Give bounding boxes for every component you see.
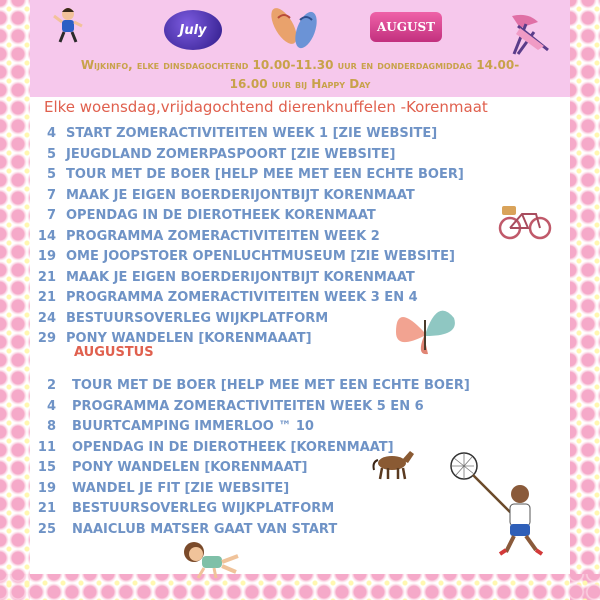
list-item <box>34 268 554 289</box>
kid-with-net-icon <box>448 450 550 560</box>
flip-flops-icon <box>266 4 326 50</box>
list-item <box>34 145 554 166</box>
augustus-heading: AUGUSTUS <box>74 345 154 360</box>
event-text: WANDEL JE FIT [ZIE WEBSITE] <box>72 480 290 496</box>
event-text: PONY WANDELEN [KORENMAAT] <box>72 460 308 475</box>
event-day: 19 <box>37 249 56 264</box>
event-day: 7 <box>46 208 56 223</box>
event-day: 5 <box>46 146 56 162</box>
event-day: 2 <box>46 378 56 393</box>
flower-border-right <box>570 0 600 600</box>
butterfly-icon <box>394 306 456 358</box>
july-event-list <box>34 124 554 350</box>
august-badge <box>370 12 442 42</box>
event-text: START ZOMERACTIVITEITEN WEEK 1 [ZIE WEBSITE] <box>66 126 438 141</box>
subheading: Elke woensdag,vrijdagochtend dierenknuffelen -Korenmaat <box>44 98 488 116</box>
pony-icon <box>370 448 416 480</box>
list-item <box>34 165 554 186</box>
event-text: PROGRAMMA ZOMERACTIVITEITEN WEEK 2 <box>66 228 380 244</box>
event-text: PONY WANDELEN [KORENMAAAT] <box>66 331 312 346</box>
event-day: 15 <box>37 460 56 475</box>
august-label: AUGUST <box>376 20 436 34</box>
event-text: JEUGDLAND ZOMERPASPOORT [ZIE WEBSITE] <box>66 146 396 162</box>
bicycle-icon <box>498 198 552 242</box>
event-text: MAAK JE EIGEN BOERDERIJONTBIJT KORENMAAT <box>66 269 415 285</box>
list-item <box>34 206 554 227</box>
list-item <box>34 247 554 268</box>
event-text: PROGRAMMA ZOMERACTIVITEITEN WEEK 3 EN 4 <box>66 290 418 305</box>
list-item <box>34 288 554 309</box>
girl-lying-icon <box>178 538 240 582</box>
list-item <box>34 186 554 207</box>
event-day: 11 <box>37 439 56 455</box>
wijkinfo-text <box>36 56 564 94</box>
event-day: 24 <box>37 310 56 326</box>
event-day: 4 <box>46 126 56 141</box>
info-line-1: Wijkinfo, elke dinsdagochtend 10.00-11.30 uur en donderdagmiddag 14.00- <box>80 58 520 72</box>
event-text: PROGRAMMA ZOMERACTIVITEITEN WEEK 5 EN 6 <box>72 398 424 414</box>
event-day: 25 <box>37 521 56 537</box>
event-text: TOUR MET DE BOER [HELP MEE MET EEN ECHTE BOER] <box>72 378 470 393</box>
event-text: OPENDAG IN DE DIEROTHEEK KORENMAAT <box>66 208 376 223</box>
running-boy-icon <box>50 4 90 44</box>
beach-chair-icon <box>504 12 562 56</box>
flower-border-left <box>0 0 30 600</box>
july-badge <box>164 10 222 50</box>
event-day: 19 <box>37 480 56 496</box>
list-item <box>34 309 554 330</box>
info-line-2: 16.00 uur bij Happy Day <box>229 77 371 91</box>
event-day: 21 <box>37 501 56 516</box>
event-day: 14 <box>37 228 56 244</box>
list-item <box>34 417 554 438</box>
event-day: 21 <box>37 269 56 285</box>
event-text: OME JOOPSTOER OPENLUCHTMUSEUM [ZIE WEBSITE] <box>66 249 455 264</box>
list-item <box>34 397 554 418</box>
event-text: BUURTCAMPING IMMERLOO ™ 10 <box>72 419 314 434</box>
list-item <box>34 227 554 248</box>
event-text: NAAICLUB MATSER GAAT VAN START <box>72 521 338 537</box>
event-text: BESTUURSOVERLEG WIJKPLATFORM <box>66 310 329 326</box>
event-text: OPENDAG IN DE DIEROTHEEK [KORENMAAT] <box>72 439 394 455</box>
event-day: 29 <box>37 331 56 346</box>
event-day: 8 <box>46 419 56 434</box>
event-day: 5 <box>46 167 56 182</box>
event-text: TOUR MET DE BOER [HELP MEE MET EEN ECHTE BOER] <box>66 167 464 182</box>
event-day: 4 <box>46 398 56 414</box>
event-day: 21 <box>37 290 56 305</box>
event-day: 7 <box>46 187 56 203</box>
flower-border-bottom <box>0 574 600 600</box>
event-text: MAAK JE EIGEN BOERDERIJONTBIJT KORENMAAT <box>66 187 415 203</box>
event-text: BESTUURSOVERLEG WIJKPLATFORM <box>72 501 335 516</box>
list-item <box>34 376 554 397</box>
list-item <box>34 124 554 145</box>
july-label: July <box>179 22 207 38</box>
